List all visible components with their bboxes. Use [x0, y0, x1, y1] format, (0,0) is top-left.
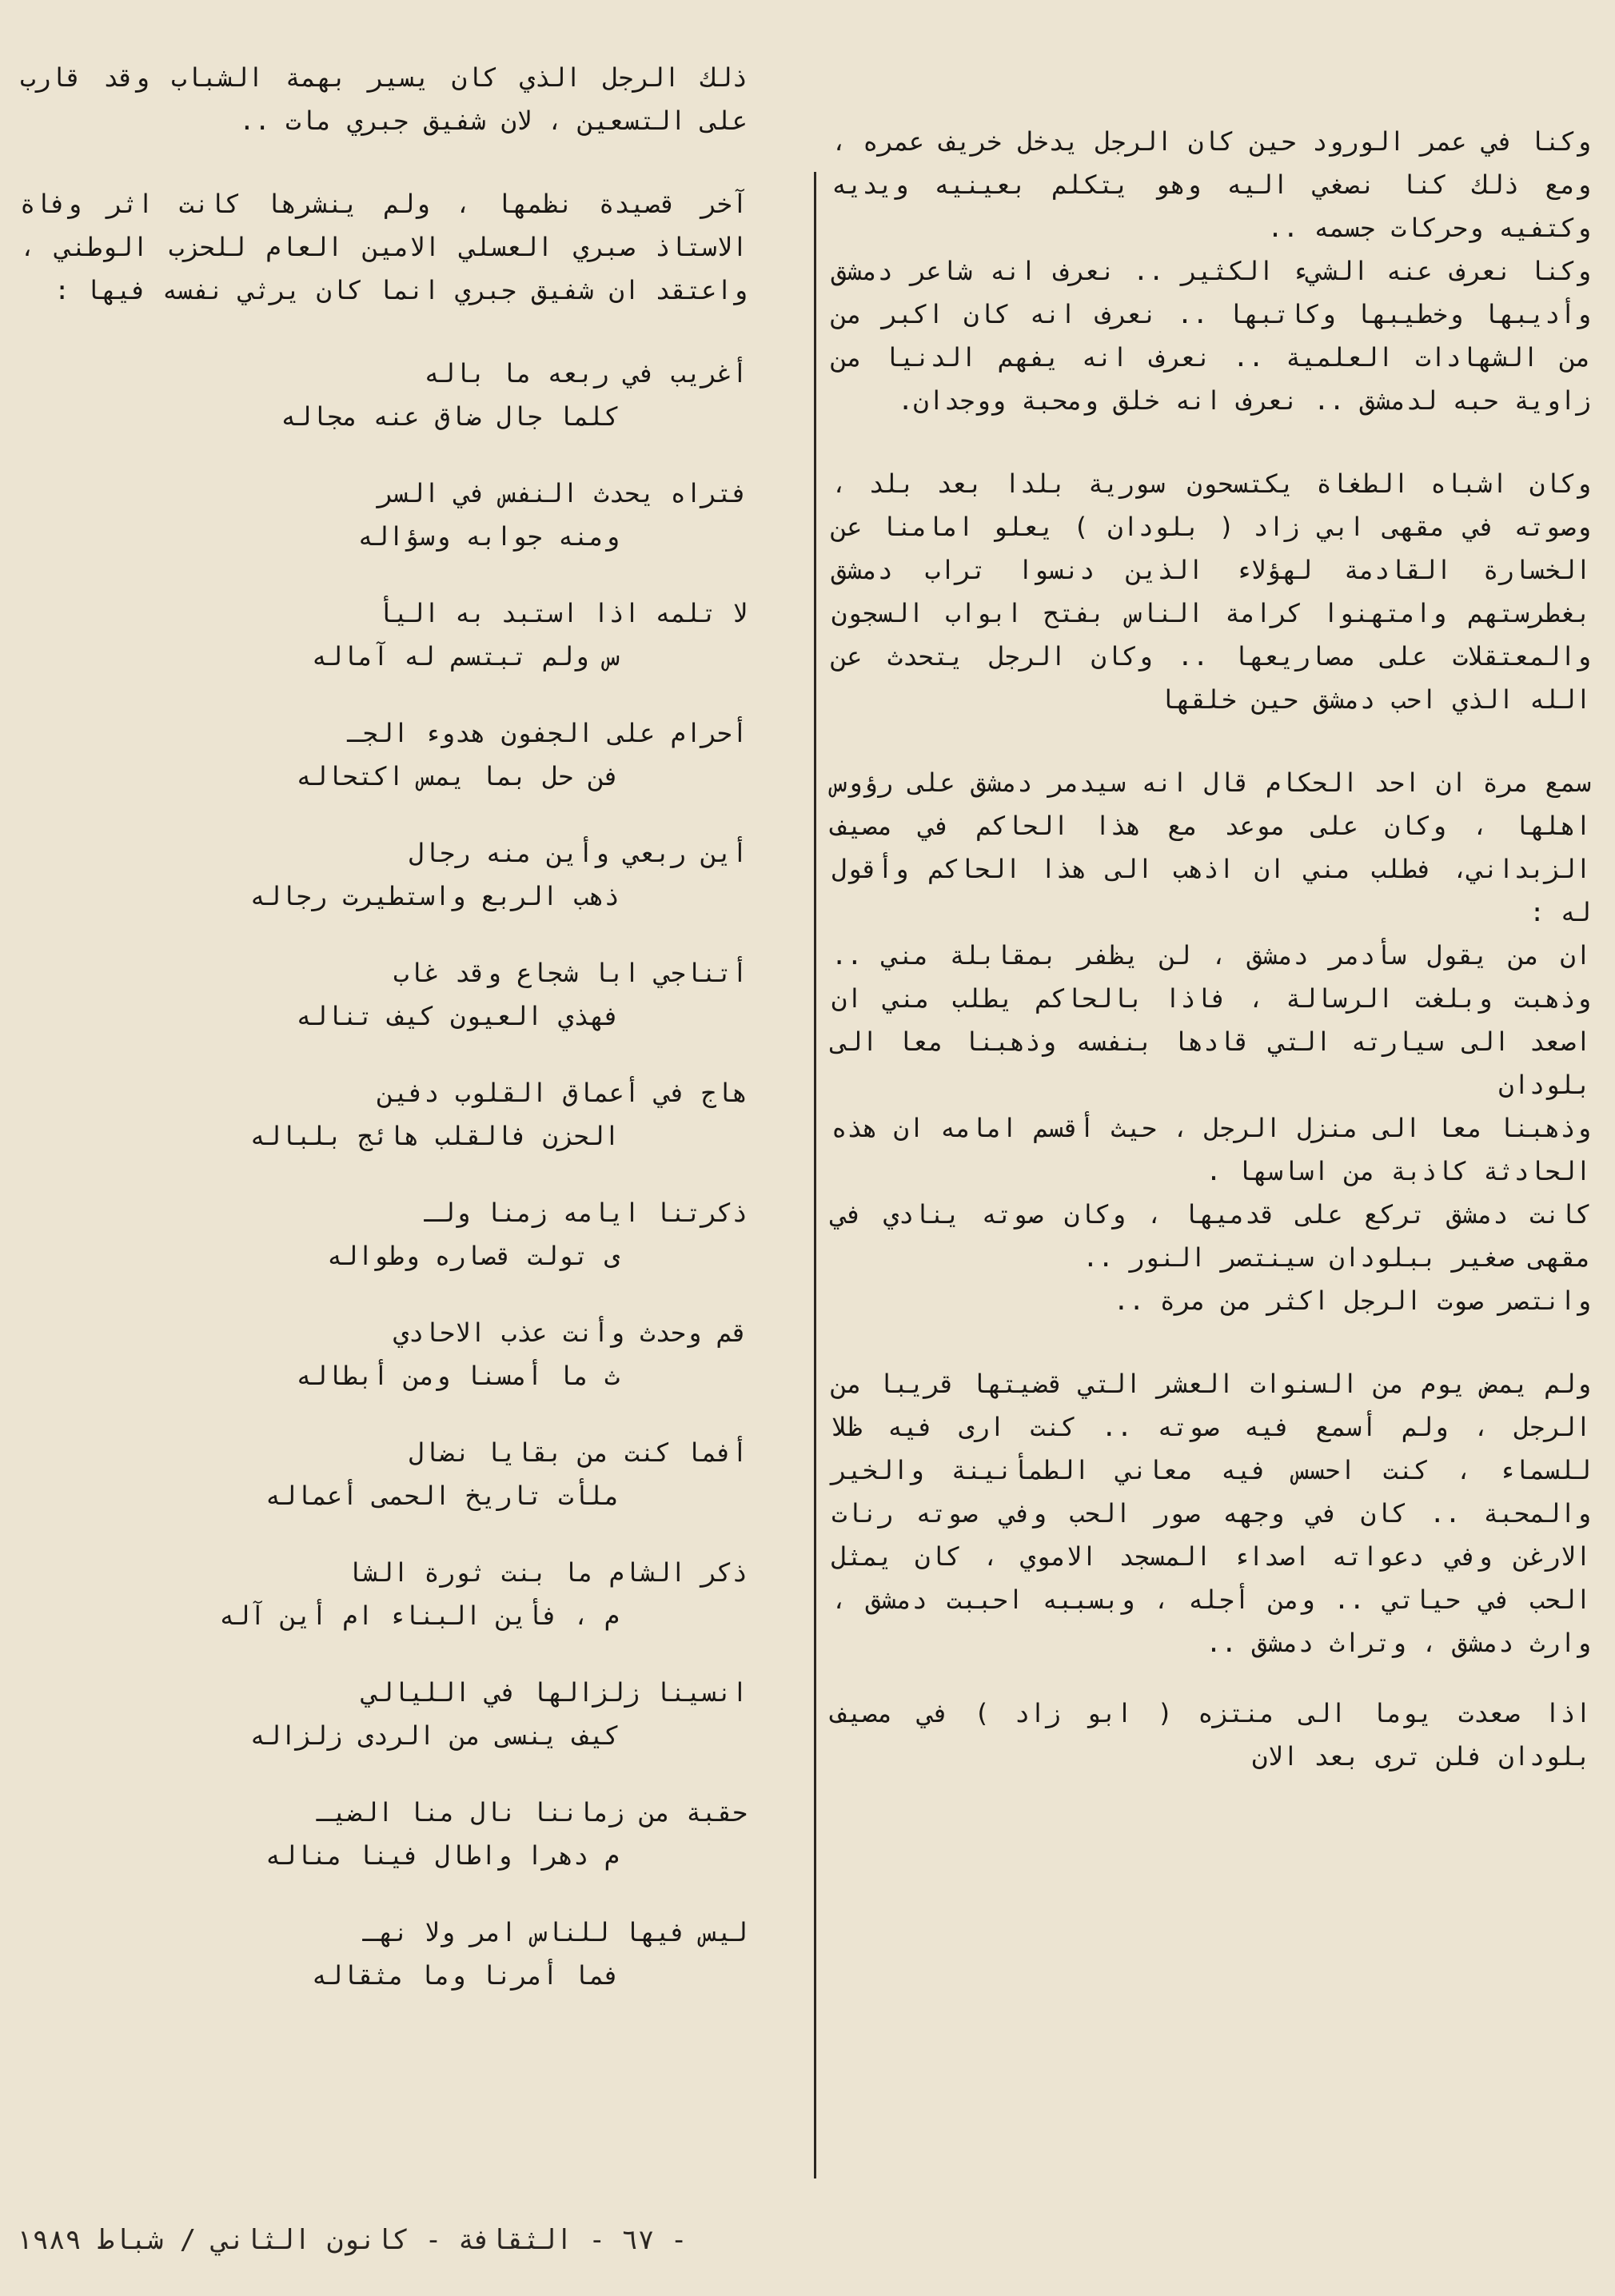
page-footer: - ٦٧ - الثقافة - كانون الثاني / شباط ١٩٨٩: [16, 2224, 688, 2256]
verse-first-hemistich: أحرام على الجفون هدوء الجـ: [347, 718, 748, 748]
verse-first-hemistich: أفما كنت من بقايا نضال: [409, 1437, 748, 1468]
paragraph: وانتصر صوت الرجل اكثر من مرة ..: [1113, 1286, 1591, 1316]
verse-second-hemistich: ى تولت قصاره وطواله: [326, 1241, 620, 1271]
right-column: [831, 120, 1591, 1778]
poem-verse: [20, 1191, 748, 1271]
poem-verse: [20, 592, 748, 672]
verse-first-hemistich: أين ربعي وأين منه رجال: [409, 838, 748, 868]
poem-verse: [20, 1791, 748, 1871]
verse-second-hemistich: كيف ينسى من الردى زلزاله: [249, 1720, 620, 1751]
verse-first-hemistich: انسينا زلزالها في الليالي: [362, 1677, 748, 1708]
verse-second-hemistich: ومنه جوابه وسؤاله: [357, 521, 620, 552]
verse-second-hemistich: ث ما أمسنا ومن أبطاله: [296, 1361, 620, 1391]
poem-verse: [20, 352, 748, 432]
column-divider: [814, 172, 816, 2178]
poem-verse: [20, 472, 748, 552]
poem-verse: [20, 1431, 748, 1511]
paragraph: وكنا في عمر الورود حين كان الرجل يدخل خريف عمره ، ومع ذلك كنا نصغي اليه وهو يتكلم بعينيه ويديه وكتفيه وحركات جسمه ..: [831, 126, 1591, 243]
verse-second-hemistich: فهذي العيون كيف تناله: [296, 1001, 620, 1031]
paragraph: اذا صعدت يوما الى منتزه ( ابو زاد ) في مصيف بلودان فلن ترى بعد الان: [831, 1698, 1591, 1772]
verse-second-hemistich: ملأت تاريخ الحمى أعماله: [265, 1481, 620, 1511]
verse-second-hemistich: م دهرا واطال فينا مناله: [265, 1840, 620, 1871]
verse-first-hemistich: فتراه يحدث النفس في السر: [377, 478, 748, 508]
verse-first-hemistich: قم وحدث وأنت عذب الاحادي: [393, 1317, 748, 1348]
verse-second-hemistich: ذهب الربع واستطيرت رجاله: [249, 881, 620, 911]
paragraph: ان من يقول سأدمر دمشق ، لن يظفر بمقابلة مني .. وذهبت وبلغت الرسالة ، فاذا بالحاكم يطلب مني ان اصعد الى سيارته التي قادها بنفسه وذهبنا معا الى بلودان: [831, 940, 1591, 1100]
poem-verse: [20, 1551, 748, 1631]
verse-first-hemistich: لا تلمه اذا استبد به اليأ: [377, 598, 748, 628]
verse-first-hemistich: ذكر الشام ما بنت ثورة الشا: [347, 1557, 748, 1588]
fade-overlay: [0, 2079, 624, 2143]
paragraph: وكنا نعرف عنه الشيء الكثير .. نعرف انه شاعر دمشق وأديبها وخطيبها وكاتبها .. نعرف انه كان اكبر من من الشهادات العلمية .. نعرف انه يفهم الدنيا من زاوية حبه لدمشق .. نعرف انه خلق ومحبة ووجدان.: [831, 256, 1591, 416]
verse-first-hemistich: هاج في أعماق القلوب دفين: [377, 1078, 748, 1108]
paragraph: وذهبنا معا الى منزل الرجل ، حيث أقسم امامه ان هذه الحادثة كاذبة من اساسها .: [831, 1113, 1591, 1186]
verse-first-hemistich: ليس فيها للناس امر ولا نهـ: [362, 1917, 748, 1947]
poem-verse: [20, 1311, 748, 1391]
intro-paragraph: ذلك الرجل الذي كان يسير بهمة الشباب وقد قارب على التسعين ، لان شفيق جبري مات ..: [20, 62, 748, 136]
paragraph: ولم يمض يوم من السنوات العشر التي قضيتها قريبا من الرجل ، ولم أسمع فيه صوته .. كنت ارى فيه ظلا للسماء ، كنت احسس فيه معاني الطمأنينة والخير والمحبة .. كان في وجهه صور الحب وفي صوته رنات الارغن وفي دعواته اصداء المسجد الاموي ، كان يمثل الحب في حياتي .. ومن أجله ، وبسببه احببت دمشق ، وارث دمشق ، وتراث دمشق ..: [831, 1369, 1591, 1658]
poem-verse: [20, 1071, 748, 1151]
verse-second-hemistich: م ، فأين البناء ام أين آله: [219, 1600, 620, 1631]
left-column: [20, 56, 748, 2031]
poem: [20, 352, 748, 1991]
poem-verse: [20, 951, 748, 1031]
paragraph: سمع مرة ان احد الحكام قال انه سيدمر دمشق على رؤوس اهلها ، وكان على موعد مع هذا الحاكم في مصيف الزبداني، فطلب مني ان اذهب الى هذا الحاكم وأقول له :: [831, 767, 1591, 927]
verse-first-hemistich: حقبة من زماننا نال منا الضيـ: [316, 1797, 748, 1828]
verse-first-hemistich: ذكرتنا ايامه زمنا ولـ: [424, 1198, 748, 1228]
verse-second-hemistich: الحزن فالقلب هائج بلباله: [249, 1121, 620, 1151]
verse-second-hemistich: س ولم تبتسم له آماله: [311, 641, 620, 672]
poem-intro: آخر قصيدة نظمها ، ولم ينشرها كانت اثر وفاة الاستاذ صبري العسلي الامين العام للحزب الوطني ، واعتقد ان شفيق جبري انما كان يرثي نفسه فيها :: [20, 189, 748, 305]
verse-first-hemistich: أغريب في ربعه ما باله: [424, 358, 748, 389]
verse-second-hemistich: فن حل بما يمس اكتحاله: [296, 761, 620, 791]
verse-second-hemistich: فما أمرنا وما مثقاله: [311, 1960, 620, 1991]
verse-second-hemistich: كلما جال ضاق عنه مجاله: [281, 401, 620, 432]
verse-first-hemistich: أتناجي ابا شجاع وقد غاب: [393, 958, 748, 988]
poem-verse: [20, 831, 748, 911]
poem-verse: [20, 712, 748, 791]
paragraph: وكان اشباه الطغاة يكتسحون سورية بلدا بعد بلد ، وصوته في مقهى ابي زاد ( بلودان ) يعلو امامنا عن الخسارة القادمة لهؤلاء الذين دنسوا تراب دمشق بغطرستهم وامتهنوا كرامة الناس بفتح ابواب السجون والمعتقلات على مصاريعها .. وكان الرجل يتحدث عن الله الذي احب دمشق حين خلقها: [831, 468, 1591, 715]
poem-verse: [20, 1671, 748, 1751]
paragraph: كانت دمشق تركع على قدميها ، وكان صوته ينادي في مقهى صغير ببلودان سينتصر النور ..: [831, 1199, 1591, 1273]
poem-verse: [20, 1911, 748, 1991]
